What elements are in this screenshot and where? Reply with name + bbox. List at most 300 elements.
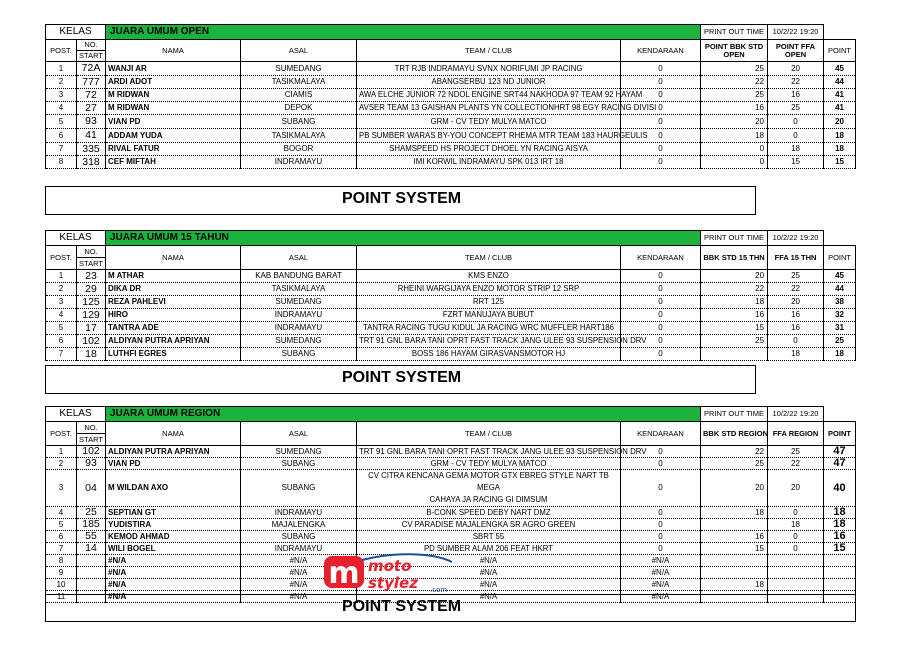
- row-origin: SUBANG: [241, 458, 357, 470]
- row-origin: #N/A: [241, 579, 357, 591]
- row-vehicle: 0: [621, 335, 701, 348]
- table-row: [46, 76, 856, 89]
- row-start-number: [77, 555, 106, 567]
- row-point-bbk: [701, 567, 768, 579]
- row-point-ffa: 16: [768, 89, 824, 102]
- point-system-label: POINT SYSTEM: [342, 369, 462, 386]
- row-point-bbk: 25: [701, 62, 768, 76]
- row-position: 3: [46, 89, 77, 102]
- row-point-total: [824, 555, 856, 567]
- row-vehicle: 0: [621, 89, 701, 102]
- row-team: CV PARADISE MAJALENGKA SR AGRO GREEN: [357, 519, 621, 531]
- row-vehicle: 0: [621, 348, 701, 361]
- row-position: 4: [46, 309, 77, 322]
- row-point-bbk: 0: [701, 143, 768, 156]
- table-row: [46, 89, 856, 102]
- row-vehicle: 0: [621, 143, 701, 156]
- row-point-bbk: 25: [701, 458, 768, 470]
- col-point-bbk: POINT BBK STD OPEN: [701, 40, 768, 62]
- col-no: NO.: [77, 422, 106, 434]
- row-team: IMI KORWIL INDRAMAYU SPK 013 IRT 18: [357, 156, 621, 169]
- row-name: ADDAM YUDA: [106, 129, 241, 143]
- kelas-label: KELAS: [46, 231, 106, 246]
- row-team: TANTRA RACING TUGU KIDUL JA RACING WRC MUFFLER HART186: [357, 322, 621, 335]
- row-point-bbk: 20: [701, 115, 768, 129]
- row-start-number: 14: [77, 543, 106, 555]
- table-row: [46, 531, 856, 543]
- row-origin: INDRAMAYU: [241, 507, 357, 519]
- table-row: [46, 129, 856, 143]
- row-point-ffa: 0: [768, 507, 824, 519]
- row-point-total: 45: [824, 62, 856, 76]
- col-team: TEAM / CLUB: [357, 246, 621, 270]
- row-origin: #N/A: [241, 591, 357, 603]
- col-kendaraan: KENDARAAN: [621, 422, 701, 446]
- row-point-total: 20: [824, 115, 856, 129]
- row-team: #N/A: [357, 555, 621, 567]
- logo-text-stylez: stylez: [368, 574, 418, 592]
- kelas-label: KELAS: [46, 407, 106, 422]
- row-vehicle: 0: [621, 446, 701, 458]
- row-name: ALDIYAN PUTRA APRIYAN: [106, 446, 241, 458]
- row-position: 6: [46, 531, 77, 543]
- row-start-number: 55: [77, 531, 106, 543]
- row-name: M ATHAR: [106, 270, 241, 283]
- row-team-line2: CAHAYA JA RACING GI DIMSUM: [429, 495, 548, 504]
- row-position: 6: [46, 335, 77, 348]
- table-row: [46, 348, 856, 361]
- row-point-bbk: [701, 555, 768, 567]
- table-row: [46, 519, 856, 531]
- row-point-ffa: 16: [768, 322, 824, 335]
- row-team: ABANGSERBU 123 ND JUNIOR: [357, 76, 621, 89]
- row-team: SBRT 55: [357, 531, 621, 543]
- row-origin: SUMEDANG: [241, 335, 357, 348]
- point-system-label: POINT SYSTEM: [342, 598, 462, 615]
- col-post: POST.: [46, 246, 77, 270]
- row-origin: SUMEDANG: [241, 296, 357, 309]
- row-start-number: 318: [77, 156, 106, 169]
- row-point-bbk: 22: [701, 283, 768, 296]
- row-point-bbk: 18: [701, 507, 768, 519]
- row-point-ffa: 16: [768, 309, 824, 322]
- col-start: START: [77, 258, 106, 270]
- table-row: [46, 507, 856, 519]
- row-name: #N/A: [106, 555, 241, 567]
- row-name: #N/A: [106, 591, 241, 603]
- col-post: POST.: [46, 40, 77, 62]
- row-origin: TASIKMALAYA: [241, 129, 357, 143]
- row-point-total: 18: [824, 129, 856, 143]
- row-vehicle: 0: [621, 115, 701, 129]
- row-vehicle: 0: [621, 470, 701, 507]
- row-team: BOSS 186 HAYAM GIRASVANSMOTOR HJ: [357, 348, 621, 361]
- table-row: [46, 470, 856, 507]
- row-name: #N/A: [106, 579, 241, 591]
- row-point-ffa: 25: [768, 270, 824, 283]
- row-team: GRM - CV TEDY MULYA MATCO: [357, 458, 621, 470]
- row-position: 9: [46, 567, 77, 579]
- row-position: 2: [46, 458, 77, 470]
- row-position: 5: [46, 115, 77, 129]
- row-origin: CIAMIS: [241, 89, 357, 102]
- row-vehicle: 0: [621, 322, 701, 335]
- col-point-bbk: BBK STD 15 THN: [701, 246, 768, 270]
- row-point-total: 18: [824, 507, 856, 519]
- row-name: DIKA DR: [106, 283, 241, 296]
- row-vehicle: 0: [621, 156, 701, 169]
- row-team: #N/A: [357, 567, 621, 579]
- row-start-number: 18: [77, 348, 106, 361]
- table-row: [46, 335, 856, 348]
- row-team: #N/A: [357, 591, 621, 603]
- col-nama: NAMA: [106, 40, 241, 62]
- row-point-ffa: 25: [768, 102, 824, 115]
- row-origin: BOGOR: [241, 143, 357, 156]
- row-vehicle: 0: [621, 519, 701, 531]
- row-point-ffa: 0: [768, 115, 824, 129]
- row-point-bbk: 16: [701, 531, 768, 543]
- row-position: 8: [46, 156, 77, 169]
- row-point-total: [824, 567, 856, 579]
- col-point-ffa: FFA 15 THN: [768, 246, 824, 270]
- row-vehicle: 0: [621, 543, 701, 555]
- row-vehicle: 0: [621, 129, 701, 143]
- row-point-bbk: 18: [701, 579, 768, 591]
- row-start-number: 29: [77, 283, 106, 296]
- col-nama: NAMA: [106, 422, 241, 446]
- row-point-ffa: 15: [768, 156, 824, 169]
- row-point-bbk: [701, 348, 768, 361]
- row-vehicle: 0: [621, 76, 701, 89]
- col-start: START: [77, 51, 106, 62]
- class-title: JUARA UMUM 15 TAHUN: [106, 231, 701, 246]
- row-origin: KAB BANDUNG BARAT: [241, 270, 357, 283]
- row-start-number: 25: [77, 507, 106, 519]
- row-start-number: 17: [77, 322, 106, 335]
- row-start-number: 102: [77, 335, 106, 348]
- row-start-number: 93: [77, 115, 106, 129]
- logo-text-moto: moto: [368, 557, 412, 575]
- row-vehicle: 0: [621, 531, 701, 543]
- row-start-number: 185: [77, 519, 106, 531]
- row-name: M RIDWAN: [106, 102, 241, 115]
- table-row: [46, 156, 856, 169]
- row-point-ffa: 20: [768, 296, 824, 309]
- row-vehicle: #N/A: [621, 555, 701, 567]
- col-team: TEAM / CLUB: [357, 422, 621, 446]
- row-name: KEMOD AHMAD: [106, 531, 241, 543]
- row-name: ARDI ADOT: [106, 76, 241, 89]
- row-point-bbk: [701, 519, 768, 531]
- print-out-label: PRINT OUT TIME: [701, 231, 768, 246]
- row-name: LUTHFI EGRES: [106, 348, 241, 361]
- row-vehicle: 0: [621, 270, 701, 283]
- row-position: 2: [46, 283, 77, 296]
- col-point-ffa: POINT FFA OPEN: [768, 40, 824, 62]
- row-team: GRM - CV TEDY MULYA MATCO: [357, 115, 621, 129]
- row-team: RHEINI WARGIJAYA ENZO MOTOR STRIP 12 SRP: [357, 283, 621, 296]
- table-row: [46, 322, 856, 335]
- row-point-total: 41: [824, 102, 856, 115]
- row-name: YUDISTIRA: [106, 519, 241, 531]
- row-point-ffa: 18: [768, 348, 824, 361]
- row-point-total: 31: [824, 322, 856, 335]
- row-point-bbk: 15: [701, 322, 768, 335]
- row-name: TANTRA ADE: [106, 322, 241, 335]
- row-start-number: 23: [77, 270, 106, 283]
- row-position: 4: [46, 507, 77, 519]
- row-name: ALDIYAN PUTRA APRIYAN: [106, 335, 241, 348]
- row-team: RRT 125: [357, 296, 621, 309]
- row-point-ffa: 0: [768, 129, 824, 143]
- row-team: SHAMSPEED HS PROJECT DHOEL YN RACING AISYA: [357, 143, 621, 156]
- row-point-ffa: [768, 555, 824, 567]
- row-origin: SUBANG: [241, 348, 357, 361]
- row-origin: INDRAMAYU: [241, 309, 357, 322]
- row-vehicle: 0: [621, 62, 701, 76]
- row-position: 1: [46, 446, 77, 458]
- row-point-ffa: 22: [768, 458, 824, 470]
- row-origin: SUBANG: [241, 470, 357, 507]
- row-vehicle: #N/A: [621, 579, 701, 591]
- col-nama: NAMA: [106, 246, 241, 270]
- col-team: TEAM / CLUB: [357, 40, 621, 62]
- row-origin: DEPOK: [241, 102, 357, 115]
- row-position: 5: [46, 322, 77, 335]
- row-point-bbk: 18: [701, 296, 768, 309]
- row-point-ffa: 0: [768, 543, 824, 555]
- row-name: #N/A: [106, 567, 241, 579]
- col-asal: ASAL: [241, 246, 357, 270]
- col-point-bbk: BBK STD REGION: [701, 422, 768, 446]
- table-row: [46, 62, 856, 76]
- row-team: FZRT MANUJAYA BUBUT: [357, 309, 621, 322]
- row-start-number: 41: [77, 129, 106, 143]
- col-point: POINT: [824, 246, 856, 270]
- standings-table-15-tahun: [45, 230, 856, 361]
- row-point-total: 44: [824, 283, 856, 296]
- row-point-bbk: 20: [701, 470, 768, 507]
- row-point-bbk: 25: [701, 89, 768, 102]
- row-point-ffa: 0: [768, 531, 824, 543]
- row-name: M WILDAN AXO: [106, 470, 241, 507]
- row-team: TRT 91 GNL BARA TANI OPRT FAST TRACK JANG ULEE 93 SUSPENSION DRV: [357, 335, 621, 348]
- row-origin: #N/A: [241, 555, 357, 567]
- row-name: CEF MIFTAH: [106, 156, 241, 169]
- row-name: HIRO: [106, 309, 241, 322]
- row-vehicle: 0: [621, 507, 701, 519]
- row-point-bbk: 22: [701, 76, 768, 89]
- row-point-total: 45: [824, 270, 856, 283]
- row-origin: SUMEDANG: [241, 62, 357, 76]
- row-name: RIVAL FATUR: [106, 143, 241, 156]
- col-point: POINT: [824, 40, 856, 62]
- row-start-number: 72A: [77, 62, 106, 76]
- row-point-total: 44: [824, 76, 856, 89]
- row-name: WANJI AR: [106, 62, 241, 76]
- row-point-bbk: 15: [701, 543, 768, 555]
- row-vehicle: #N/A: [621, 567, 701, 579]
- row-point-total: 38: [824, 296, 856, 309]
- row-point-ffa: 22: [768, 76, 824, 89]
- row-point-ffa: 18: [768, 143, 824, 156]
- row-point-total: 15: [824, 543, 856, 555]
- row-origin: TASIKMALAYA: [241, 76, 357, 89]
- table-row: [46, 458, 856, 470]
- row-point-total: 47: [824, 446, 856, 458]
- row-position: 11: [46, 591, 77, 603]
- row-start-number: 72: [77, 89, 106, 102]
- row-point-total: 16: [824, 531, 856, 543]
- row-name: SEPTIAN GT: [106, 507, 241, 519]
- row-point-ffa: 0: [768, 335, 824, 348]
- print-time: 10/2/22 19:20: [768, 407, 824, 422]
- row-origin: SUBANG: [241, 115, 357, 129]
- row-position: 7: [46, 348, 77, 361]
- table-row: [46, 143, 856, 156]
- table-row: [46, 102, 856, 115]
- row-start-number: [77, 579, 106, 591]
- row-position: 3: [46, 296, 77, 309]
- row-origin: SUMEDANG: [241, 446, 357, 458]
- print-out-label: PRINT OUT TIME: [701, 407, 768, 422]
- row-point-total: 41: [824, 89, 856, 102]
- row-point-bbk: 18: [701, 129, 768, 143]
- row-point-ffa: 18: [768, 519, 824, 531]
- table-row: [46, 270, 856, 283]
- row-point-ffa: [768, 567, 824, 579]
- row-point-total: 18: [824, 348, 856, 361]
- table-row: [46, 115, 856, 129]
- row-start-number: 102: [77, 446, 106, 458]
- col-kendaraan: KENDARAAN: [621, 40, 701, 62]
- motostylez-logo-icon: [322, 550, 454, 594]
- row-point-total: 15: [824, 156, 856, 169]
- row-point-ffa: [768, 579, 824, 591]
- col-point: POINT: [824, 422, 856, 446]
- row-team: TRT RJB INDRAMAYU SVNX NORIFUMI JP RACING: [357, 62, 621, 76]
- print-time: 10/2/22 19:20: [768, 25, 824, 40]
- row-point-bbk: 16: [701, 309, 768, 322]
- row-position: 5: [46, 519, 77, 531]
- row-origin: #N/A: [241, 567, 357, 579]
- col-no: NO.: [77, 40, 106, 51]
- row-origin: SUBANG: [241, 531, 357, 543]
- row-point-total: 18: [824, 519, 856, 531]
- section-open: [45, 24, 856, 207]
- row-point-bbk: 22: [701, 446, 768, 458]
- row-origin: INDRAMAYU: [241, 156, 357, 169]
- row-point-ffa: 20: [768, 62, 824, 76]
- row-position: 6: [46, 129, 77, 143]
- row-point-bbk: 20: [701, 270, 768, 283]
- row-vehicle: #N/A: [621, 591, 701, 603]
- row-point-ffa: 22: [768, 283, 824, 296]
- row-name: VIAN PD: [106, 458, 241, 470]
- motostylez-logo: [322, 550, 454, 594]
- row-start-number: 777: [77, 76, 106, 89]
- table-row: [46, 283, 856, 296]
- row-position: 1: [46, 62, 77, 76]
- row-origin: INDRAMAYU: [241, 543, 357, 555]
- row-start-number: 129: [77, 309, 106, 322]
- print-time: 10/2/22 19:20: [768, 231, 824, 246]
- row-point-total: 25: [824, 335, 856, 348]
- col-asal: ASAL: [241, 422, 357, 446]
- row-position: 7: [46, 143, 77, 156]
- row-position: 1: [46, 270, 77, 283]
- row-vehicle: 0: [621, 283, 701, 296]
- row-team: TRT 91 GNL BARA TANI OPRT FAST TRACK JANG ULEE 93 SUSPENSION DRV: [357, 446, 621, 458]
- print-out-label: PRINT OUT TIME: [701, 25, 768, 40]
- row-point-total: 18: [824, 143, 856, 156]
- class-title: JUARA UMUM REGION: [106, 407, 701, 422]
- section-15-tahun: [45, 230, 856, 386]
- standings-table-open: [45, 24, 856, 169]
- row-team: PD SUMBER ALAM 206 FEAT HKRT: [357, 543, 621, 555]
- row-origin: INDRAMAYU: [241, 322, 357, 335]
- row-point-total: [824, 579, 856, 591]
- kelas-label: KELAS: [46, 25, 106, 40]
- row-point-bbk: 25: [701, 335, 768, 348]
- row-origin: TASIKMALAYA: [241, 283, 357, 296]
- row-point-total: 47: [824, 458, 856, 470]
- row-point-bbk: 16: [701, 102, 768, 115]
- row-team-line1: CV CITRA KENCANA GEMA MOTOR GTX EBREG STYLE NART TB MEGA: [368, 471, 609, 492]
- row-name: M RIDWAN: [106, 89, 241, 102]
- col-post: POST.: [46, 422, 77, 446]
- svg-text:m: m: [328, 556, 360, 591]
- row-start-number: [77, 567, 106, 579]
- row-team: AVSER TEAM 13 GAISHAN PLANTS YN COLLECTIONHRT 98 EGY RACING DIVISI: [357, 102, 621, 115]
- row-team: B-CONK SPEED DEBY NART DMZ: [357, 507, 621, 519]
- row-team: KMS ENZO: [357, 270, 621, 283]
- row-name: REZA PAHLEVI: [106, 296, 241, 309]
- row-name: WILI BOGEL: [106, 543, 241, 555]
- col-point-ffa: FFA REGION: [768, 422, 824, 446]
- row-start-number: 335: [77, 143, 106, 156]
- row-position: 7: [46, 543, 77, 555]
- logo-text-suffix: .com: [430, 586, 448, 594]
- row-point-ffa: 25: [768, 446, 824, 458]
- col-asal: ASAL: [241, 40, 357, 62]
- table-row: [46, 446, 856, 458]
- row-position: 4: [46, 102, 77, 115]
- row-team: #N/A: [357, 579, 621, 591]
- row-position: 10: [46, 579, 77, 591]
- row-point-ffa: 20: [768, 470, 824, 507]
- row-start-number: 27: [77, 102, 106, 115]
- table-row: [46, 296, 856, 309]
- point-system-label: POINT SYSTEM: [342, 190, 462, 207]
- row-vehicle: 0: [621, 458, 701, 470]
- row-position: 8: [46, 555, 77, 567]
- row-start-number: 04: [77, 470, 106, 507]
- class-title: JUARA UMUM OPEN: [106, 25, 701, 40]
- row-start-number: 93: [77, 458, 106, 470]
- row-point-bbk: 0: [701, 156, 768, 169]
- row-point-total: 32: [824, 309, 856, 322]
- table-row: [46, 309, 856, 322]
- col-start: START: [77, 434, 106, 446]
- row-team: AWA ELCHE JUNIOR 72 NDOL ENGINE SRT44 NAKHODA 97 TEAM 92 HAYAM: [357, 89, 621, 102]
- row-origin: MAJALENGKA: [241, 519, 357, 531]
- row-point-total: 40: [824, 470, 856, 507]
- col-no: NO.: [77, 246, 106, 258]
- row-team: [357, 470, 621, 507]
- row-vehicle: 0: [621, 309, 701, 322]
